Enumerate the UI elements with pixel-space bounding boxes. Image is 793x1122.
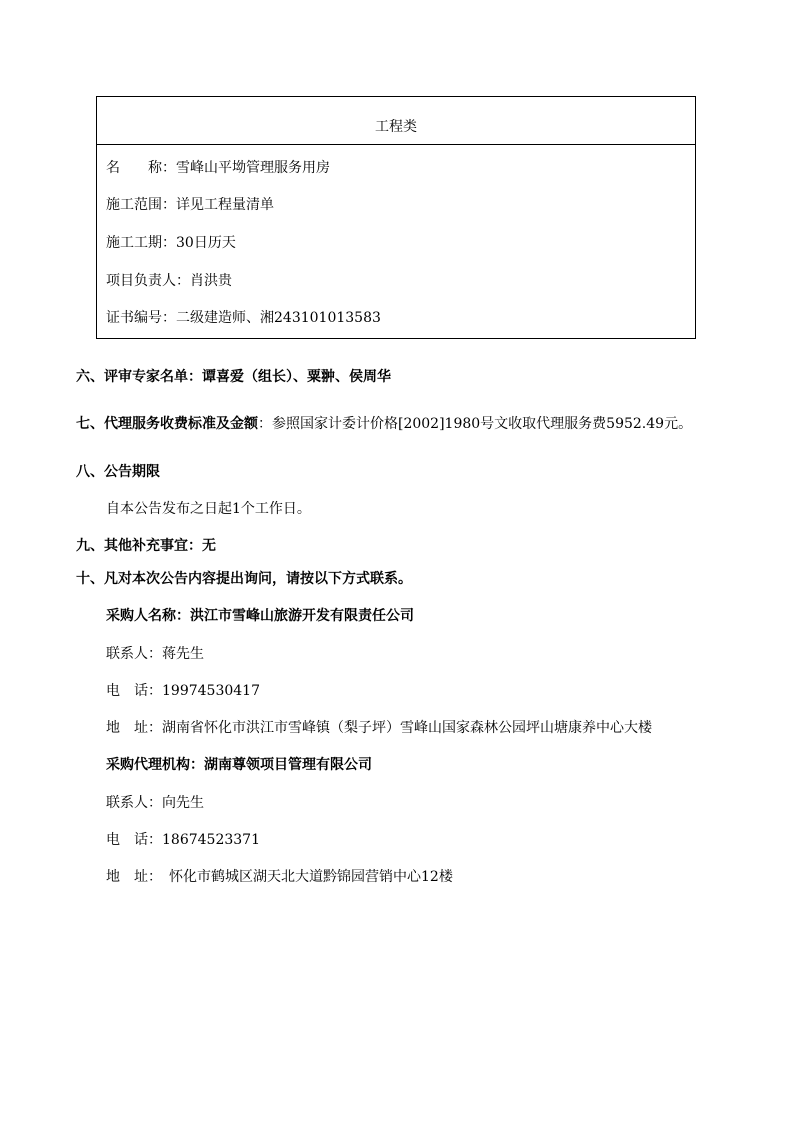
table-header: 工程类 [97,97,695,145]
notice-period-body: 自本公告发布之日起1个工作日。 [106,501,311,517]
agency-phone: 电 话：18674523371 [106,832,260,848]
row-key: 施工工期： [106,235,176,251]
purchaser-name: 采购人名称：洪江市雪峰山旅游开发有限责任公司 [106,608,414,624]
agency-fee-text: ：参照国家计委计价格[2002]1980号文收取代理服务费5952.49元。 [258,416,693,432]
purchaser-contact: 联系人：蒋先生 [106,646,204,662]
agency-fee-label: 七、代理服务收费标准及金额 [76,416,258,432]
row-value: 二级建造师、湘243101013583 [176,310,381,326]
table-row-duration [106,232,236,252]
experts-list: 六、评审专家名单：谭喜爱（组长）、粟翀、侯周华 [76,369,391,385]
table-row-manager [106,270,232,290]
row-value: 雪峰山平坳管理服务用房 [176,160,330,176]
row-key: 施工范围： [106,197,176,213]
notice-period-heading: 八、公告期限 [76,464,160,480]
purchaser-address: 地 址：湖南省怀化市洪江市雪峰镇（梨子坪）雪峰山国家森林公园坪山塘康养中心大楼 [106,720,652,736]
table-row-certificate [106,307,381,327]
table-row-name [106,157,330,177]
row-key: 项目负责人： [106,273,190,289]
purchaser-phone: 电 话：19974530417 [106,683,260,699]
agency-address: 地 址： 怀化市鹤城区湖天北大道黔锦园营销中心12楼 [106,869,453,885]
row-key: 名 称： [106,160,176,176]
row-value: 30日历天 [176,235,236,251]
row-value: 详见工程量清单 [176,197,274,213]
row-key: 证书编号： [106,310,176,326]
other-matters: 九、其他补充事宜：无 [76,538,216,554]
engineering-table [96,96,696,339]
contact-heading: 十、凡对本次公告内容提出询问，请按以下方式联系。 [76,571,412,587]
agency-contact: 联系人：向先生 [106,795,204,811]
agency-fee-line [76,413,692,433]
row-value: 肖洪贵 [190,273,232,289]
agency-name: 采购代理机构：湖南尊领项目管理有限公司 [106,757,372,773]
table-row-scope [106,194,274,214]
